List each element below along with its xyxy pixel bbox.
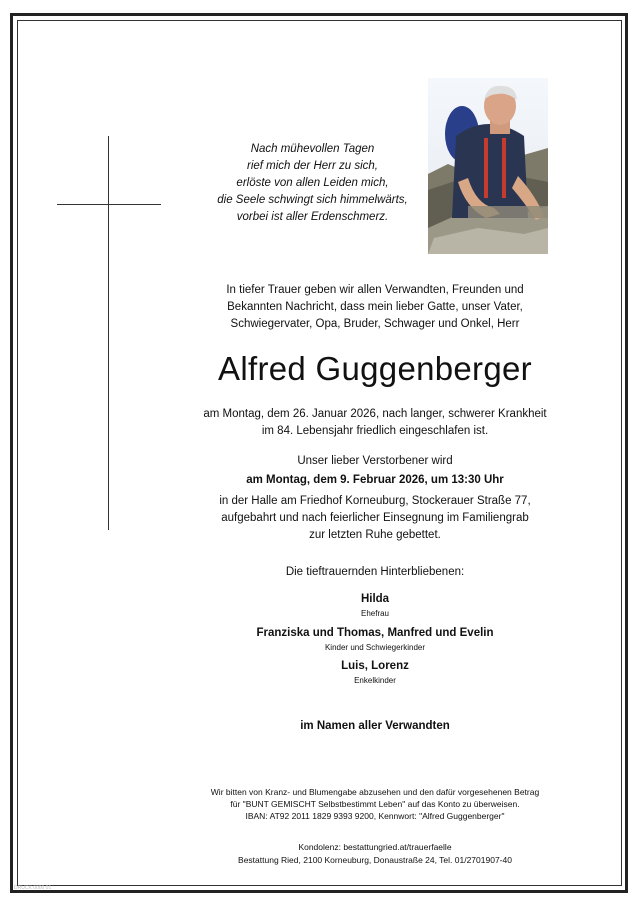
poem-line: erlöste von allen Leiden mich, <box>236 177 389 189</box>
relative-name: Franziska und Thomas, Manfred und Evelin <box>256 627 494 639</box>
deceased-name: Alfred Guggenberger <box>218 350 532 387</box>
portrait-photo <box>428 78 548 254</box>
death-notice <box>190 406 560 440</box>
note-line: IBAN: AT92 2011 1829 9393 9200, Kennwort: "Alfred Guggenberger" <box>245 811 505 821</box>
note-line: für "BUNT GEMISCHT Selbstbestimmt Leben" auf das Konto zu überweisen. <box>230 799 520 809</box>
cross-vertical <box>108 136 109 530</box>
condolence-info <box>190 841 560 867</box>
poem <box>200 141 425 226</box>
intro-line: Schwiegervater, Opa, Bruder, Schwager und Onkel, Herr <box>230 318 520 330</box>
relative-role: Enkelkinder <box>354 676 396 685</box>
relative-name: Hilda <box>360 593 390 605</box>
poem-line: vorbei ist aller Erdenschmerz. <box>236 211 389 223</box>
cross-horizontal <box>57 204 161 205</box>
poem-line: Nach mühevollen Tagen <box>250 143 375 155</box>
service-details <box>190 493 560 544</box>
intro-line: Bekannten Nachricht, dass mein lieber Gatte, unser Vater, <box>227 301 523 313</box>
note-line: Wir bitten von Kranz- und Blumengabe abzusehen und den dafür vorgesehenen Betrag <box>210 787 540 797</box>
relative-role: Ehefrau <box>360 609 390 618</box>
service-line: zur letzten Ruhe gebettet. <box>309 529 441 541</box>
relative-role: Kinder und Schwiegerkinder <box>324 643 426 652</box>
intro-text <box>190 282 560 333</box>
mourners-heading: Die tieftrauernden Hinterbliebenen: <box>285 566 465 578</box>
service-date: am Montag, dem 9. Februar 2026, um 13:30 Uhr <box>246 474 504 486</box>
poem-line: rief mich der Herr zu sich, <box>246 160 378 172</box>
death-line: im 84. Lebensjahr friedlich eingeschlafen ist. <box>261 425 489 437</box>
condolence-line: Kondolenz: bestattungried.at/trauerfaelle <box>298 842 452 852</box>
donation-note <box>190 786 560 822</box>
service-intro: Unser lieber Verstorbener wird <box>297 455 453 467</box>
service-line: aufgebahrt und nach feierlicher Einsegnung im Familiengrab <box>221 512 529 524</box>
service-line: in der Halle am Friedhof Korneuburg, Stockerauer Straße 77, <box>219 495 531 507</box>
death-line: am Montag, dem 26. Januar 2026, nach langer, schwerer Krankheit <box>203 408 547 420</box>
relative-name: Luis, Lorenz <box>341 660 409 672</box>
funeral-home-line: Bestattung Ried, 2100 Korneuburg, Donaustraße 24, Tel. 01/2701907-40 <box>238 855 512 865</box>
intro-line: In tiefer Trauer geben wir allen Verwandten, Freunden und <box>226 284 524 296</box>
poem-line: die Seele schwingt sich himmelwärts, <box>217 194 408 206</box>
print-code: DRUCK 0000 01 <box>14 885 52 891</box>
family-line: im Namen aller Verwandten <box>300 720 450 732</box>
